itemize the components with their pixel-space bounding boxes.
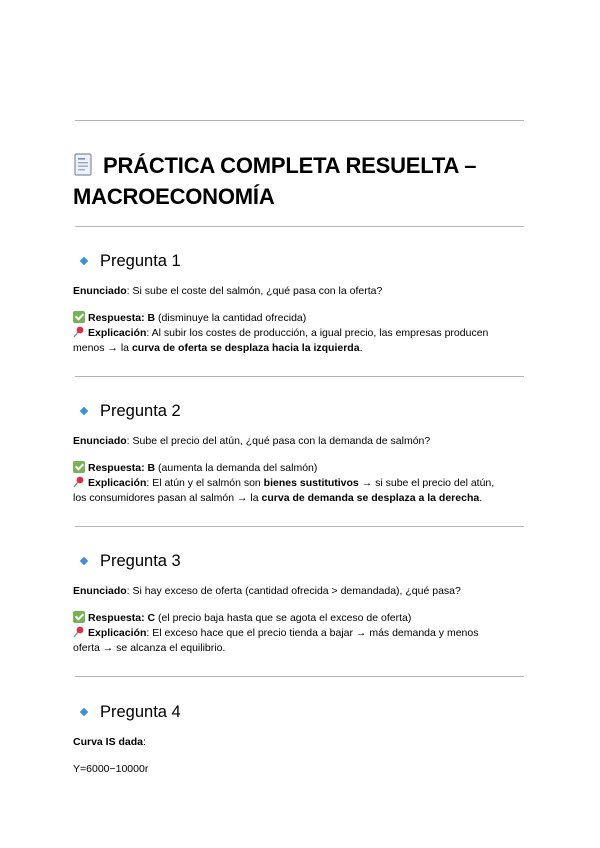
question-4-heading [78,702,181,722]
check-mark-icon [73,611,85,623]
respuesta-text: (aumenta la demanda del salmón) [155,462,318,474]
explicacion-text: : Al subir los costes de producción, a igual precio, las empresas producen [146,327,489,339]
curva-colon: : [143,736,146,748]
question-4-formula [73,762,528,777]
question-2-heading-text: Pregunta 2 [100,402,181,420]
explicacion-end: . [359,342,363,354]
explicacion-label: Explicación [88,477,147,489]
explicacion-label: Explicación [88,327,147,339]
explicacion-end: . [479,492,483,504]
respuesta-text: (el precio baja hasta que se agota el exceso de oferta) [155,612,412,624]
blue-diamond-icon [80,707,88,715]
respuesta-label: Respuesta: B [88,462,156,474]
divider [75,120,524,121]
question-3-heading-text: Pregunta 3 [100,552,181,570]
explicacion-text: oferta → se alcanza el equilibrio. [73,642,226,654]
enunciado-text: : Si sube el coste del salmón, ¿qué pasa con la oferta? [126,285,383,297]
question-2-explicacion-cont [73,491,528,506]
question-3-explicacion [73,626,528,641]
respuesta-text: (disminuye la cantidad ofrecida) [155,312,307,324]
question-1-explicacion-cont [73,341,528,356]
title-line-2: MACROECONOMÍA [73,184,275,209]
pushpin-icon [73,476,85,488]
blue-diamond-icon [80,256,88,264]
receipt-icon [73,153,95,177]
enunciado-label: Enunciado [73,585,127,597]
explicacion-label: Explicación [88,627,147,639]
question-4-heading-text: Pregunta 4 [100,703,181,721]
curva-label: Curva IS dada [73,736,144,748]
page-title [73,150,533,212]
pushpin-icon [73,326,85,338]
enunciado-label: Enunciado [73,435,127,447]
explicacion-text: : El exceso hace que el precio tienda a bajar → más demanda y menos [146,627,479,639]
question-1-explicacion [73,326,528,341]
question-2-respuesta [73,461,528,476]
enunciado-text: : Si hay exceso de oferta (cantidad ofrecida > demandada), ¿qué pasa? [126,585,461,597]
blue-diamond-icon [80,556,88,564]
check-mark-icon [73,461,85,473]
question-1-respuesta [73,311,528,326]
question-3-enunciado [73,584,528,599]
respuesta-label: Respuesta: B [88,312,156,324]
question-3-heading [78,551,181,571]
question-1-enunciado [73,284,528,299]
question-4-curva-label [73,735,528,750]
question-1-heading [78,251,181,271]
question-2-heading [78,401,181,421]
blue-diamond-icon [80,406,88,414]
question-2-enunciado [73,434,528,449]
explicacion-text: → si sube el precio del atún, [358,477,495,489]
explicacion-bold: bienes sustitutivos [263,477,359,489]
explicacion-text: : El atún y el salmón son [146,477,264,489]
divider [75,526,524,527]
question-2-explicacion [73,476,528,491]
explicacion-text: los consumidores pasan al salmón → la [73,492,262,504]
divider [75,226,524,227]
explicacion-text: menos → la [73,342,132,354]
title-line-1: PRÁCTICA COMPLETA RESUELTA – [103,153,477,178]
question-3-respuesta [73,611,528,626]
pushpin-icon [73,626,85,638]
enunciado-text: : Sube el precio del atún, ¿qué pasa con la demanda de salmón? [126,435,431,447]
is-curve-formula: Y=6000−10000r [73,763,149,775]
question-3-explicacion-cont [73,641,528,656]
respuesta-label: Respuesta: C [88,612,156,624]
explicacion-bold: curva de oferta se desplaza hacia la izquierda [131,342,360,354]
question-1-heading-text: Pregunta 1 [100,252,181,270]
enunciado-label: Enunciado [73,285,127,297]
divider [75,676,524,677]
explicacion-bold: curva de demanda se desplaza a la derecha [261,492,480,504]
divider [75,376,524,377]
check-mark-icon [73,311,85,323]
